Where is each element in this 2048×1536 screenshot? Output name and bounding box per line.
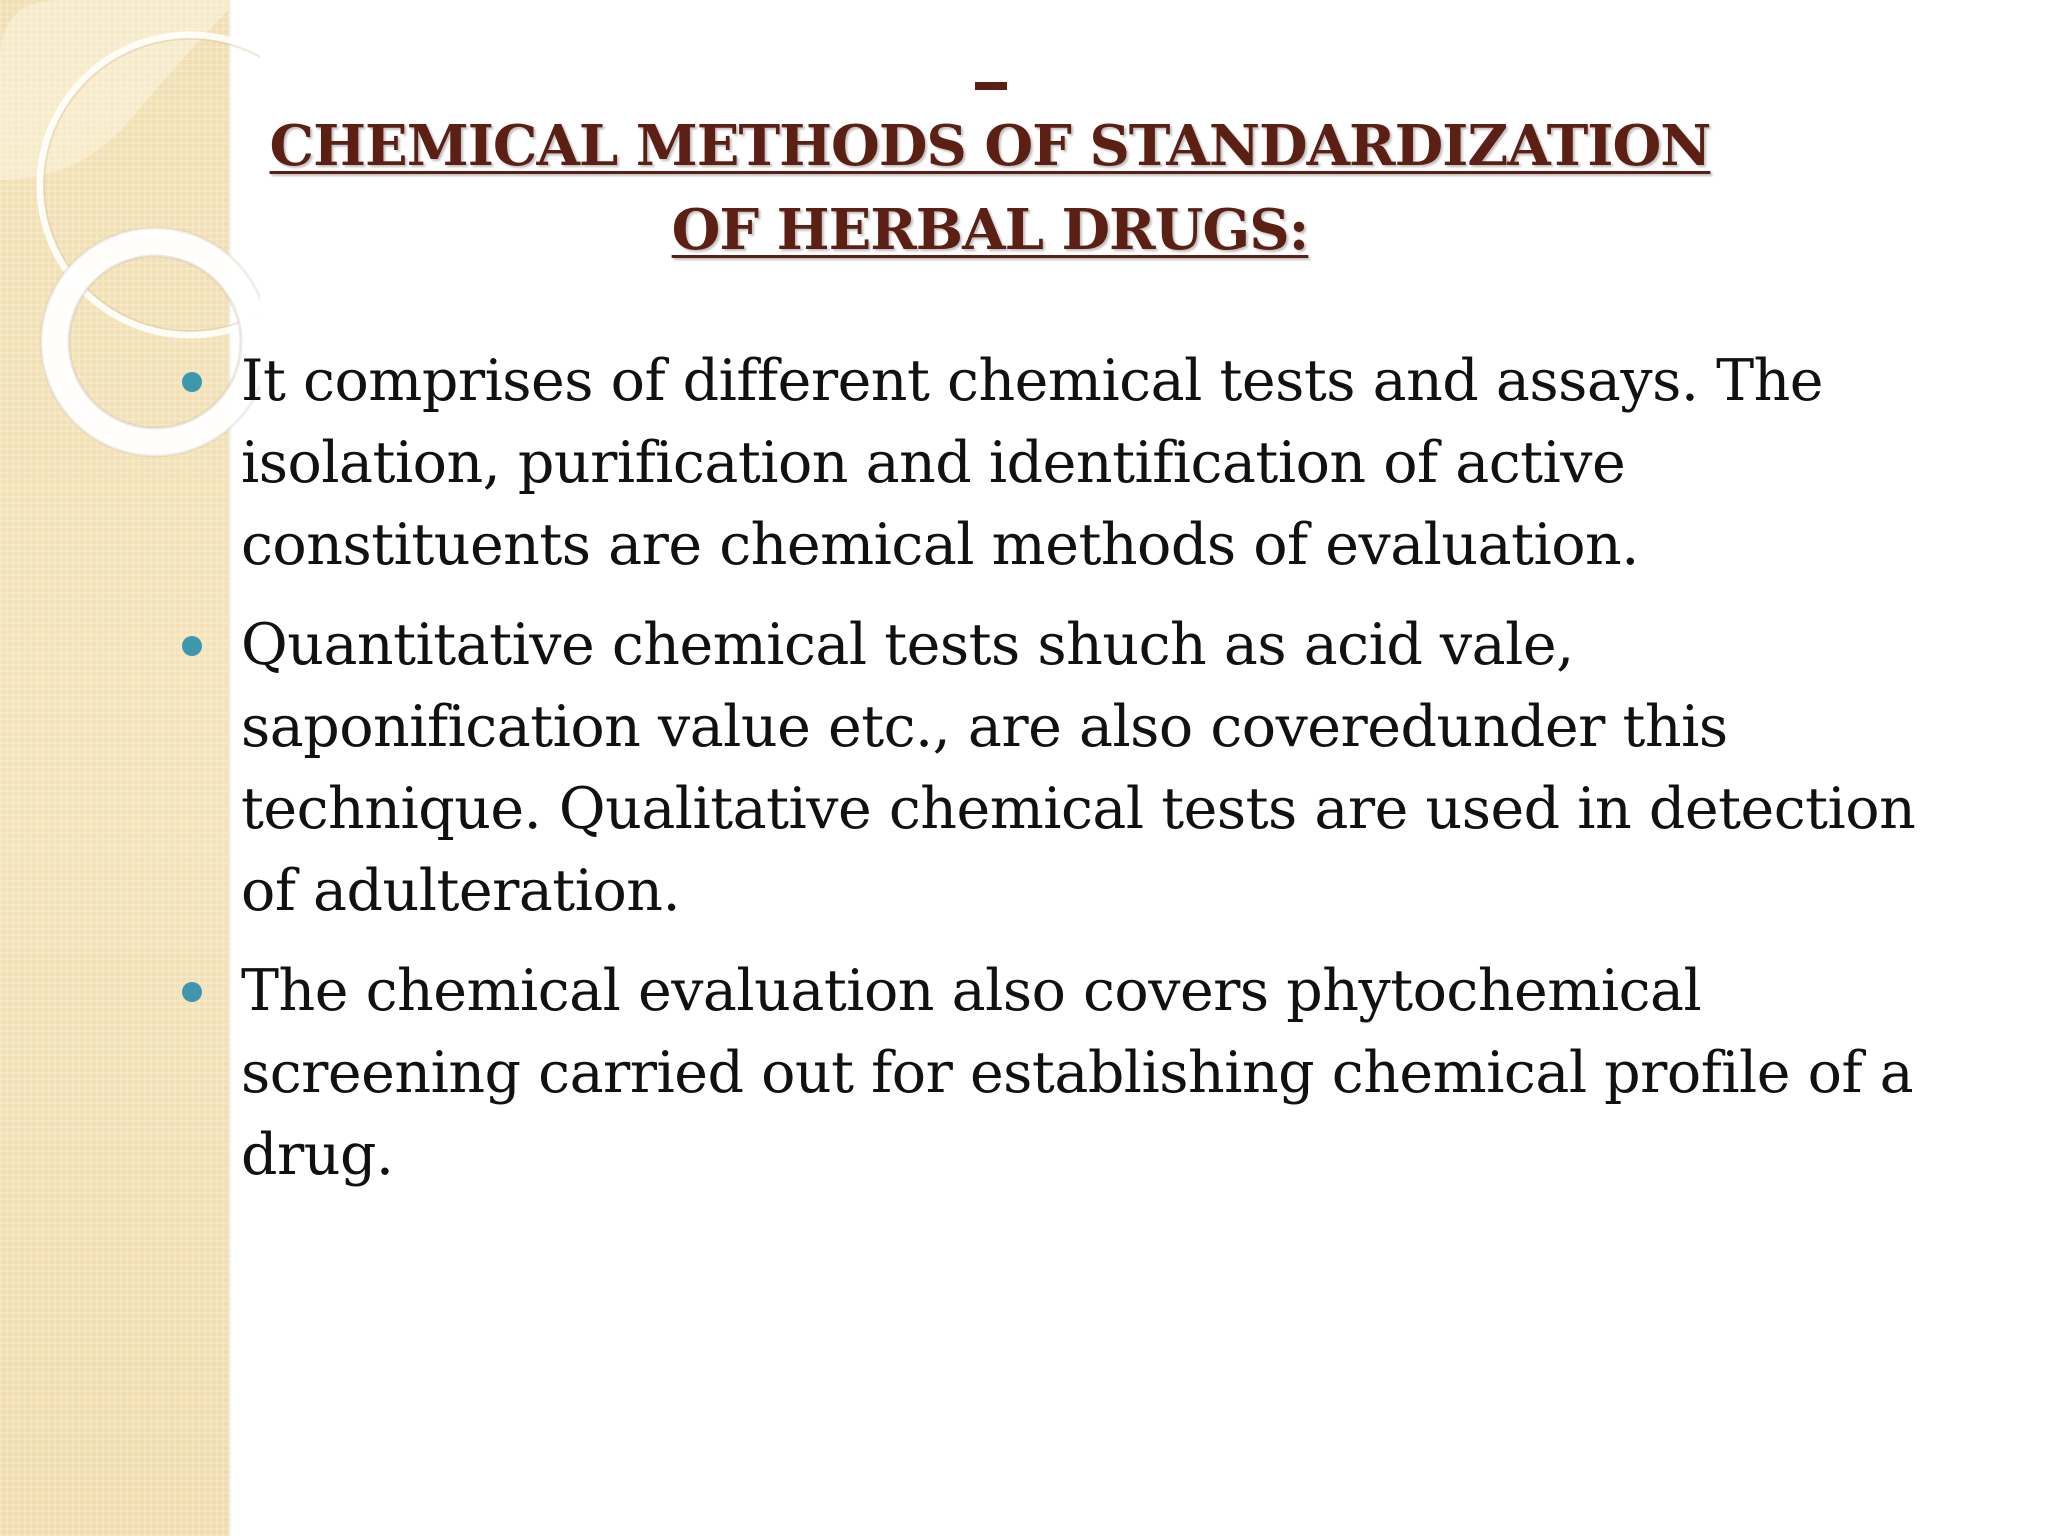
bullet-item xyxy=(175,604,1935,932)
bullet-text: Quantitative chemical tests shuch as acid vale, saponification value etc., are also coveredunder this technique. Qualitative chemical tests are used in detection of adulteration. xyxy=(241,612,1916,924)
bullet-item xyxy=(175,340,1935,586)
bullet-item xyxy=(175,950,1935,1196)
bullet-text: The chemical evaluation also covers phytochemical screening carried out for establishing chemical profile of a drug. xyxy=(241,958,1914,1188)
title-mark xyxy=(975,82,1007,90)
slide-title: CHEMICAL METHODS OF STANDARDIZATION OF HERBAL DRUGS: xyxy=(269,113,1711,263)
bullet-dot-icon xyxy=(182,372,202,392)
bullet-dot-icon xyxy=(182,982,202,1002)
bullet-dot-icon xyxy=(182,636,202,656)
bullet-list xyxy=(175,340,1935,1214)
bullet-text: It comprises of different chemical tests and assays. The isolation, purification and identification of active constituents are chemical methods of evaluation. xyxy=(241,348,1824,578)
